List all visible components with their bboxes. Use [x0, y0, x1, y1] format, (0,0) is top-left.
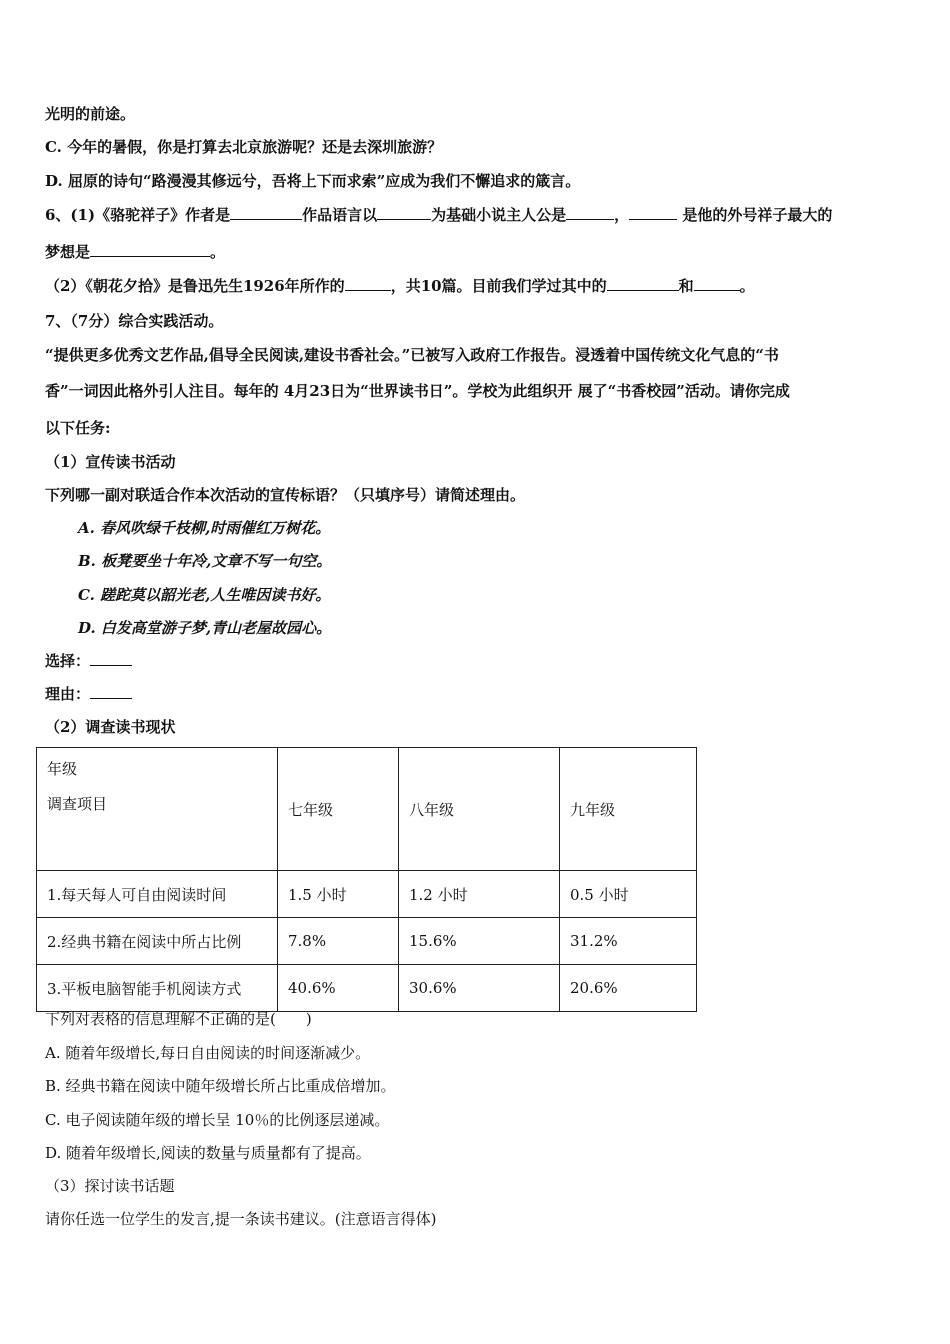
- row-value: 0.5 小时: [560, 871, 697, 918]
- question-7-title: 7、（7分）综合实践活动。: [45, 312, 224, 330]
- row-value: 1.2 小时: [399, 871, 560, 918]
- q6-text-author: 6、(1)《骆驼祥子》作者是: [45, 206, 231, 224]
- option-d-label: D.: [45, 172, 63, 190]
- question-7-paragraph-2: 香”一词因此格外引人注目。每年的 4月23日为“世界读书日”。学校为此组织开 展了“书香校园”活动。请你完成: [45, 382, 790, 400]
- q6-text-protagonist: 为基础小说主人公是: [431, 206, 567, 224]
- header-grade-9: 九年级: [560, 748, 697, 871]
- reason-label: 理由：: [45, 685, 91, 703]
- table-header-corner: [37, 748, 278, 871]
- row-value: 31.2%: [560, 918, 697, 965]
- answer-option-a: A. 随着年级增长,每日自由阅读的时间逐渐减少。: [45, 1044, 371, 1062]
- reading-survey-table: [36, 747, 697, 1012]
- choice-label: 选择：: [45, 652, 91, 670]
- option-d-line: [45, 171, 910, 191]
- q6b-and: 和: [678, 277, 694, 295]
- q6b-text-genre: （2）《朝花夕拾》是鲁迅先生1926年所作的: [45, 277, 345, 295]
- blank-genre[interactable]: [345, 276, 391, 291]
- reason-line: [45, 684, 910, 704]
- q6-period: 。: [210, 243, 226, 261]
- blank-author[interactable]: [230, 205, 302, 220]
- row-value: 40.6%: [278, 965, 399, 1012]
- header-item-label: 调查项目: [47, 795, 108, 813]
- q6-comma: ，: [614, 206, 630, 224]
- row-value: 15.6%: [399, 918, 560, 965]
- answer-option-d: D. 随着年级增长,阅读的数量与质量都有了提高。: [45, 1144, 371, 1162]
- couplet-option-b: B. 板凳要坐十年冷,文章不写一句空。: [78, 552, 332, 570]
- couplet-option-d: D. 白发高堂游子梦,青山老屋故园心。: [78, 619, 332, 637]
- blank-nickname[interactable]: [629, 205, 677, 220]
- answer-option-b: B. 经典书籍在阅读中随年级增长所占比重成倍增加。: [45, 1077, 396, 1095]
- header-grade-label: 年级: [47, 760, 78, 778]
- q6-dream-label: 梦想是: [45, 243, 91, 261]
- table-row: [37, 965, 697, 1012]
- header-grade-8: 八年级: [399, 748, 560, 871]
- option-d-text: 屈原的诗句“路漫漫其修远兮，吾将上下而求索”应成为我们不懈追求的箴言。: [67, 172, 581, 190]
- task-2-title: （2）调查读书现状: [45, 718, 176, 736]
- option-c-label: C.: [45, 138, 62, 156]
- task-3-prompt: 请你任选一位学生的发言,提一条读书建议。(注意语言得体): [45, 1210, 437, 1228]
- table-question: 下列对表格的信息理解不正确的是( ): [45, 1010, 312, 1028]
- question-6-line-1: [45, 205, 910, 225]
- option-c-line: [45, 137, 910, 157]
- task-1-title: （1）宣传读书活动: [45, 453, 176, 471]
- blank-dream[interactable]: [90, 242, 210, 257]
- option-c-text: 今年的暑假，你是打算去北京旅游呢？还是去深圳旅游？: [67, 138, 443, 156]
- answer-option-c: C. 电子阅读随年级的增长呈 10％的比例逐层递减。: [45, 1111, 390, 1129]
- blank-learned-1[interactable]: [607, 276, 679, 291]
- table-header-row: [37, 748, 697, 871]
- task-3-title: （3）探讨读书话题: [45, 1177, 175, 1195]
- text-line-continuation: 光明的前途。: [45, 105, 136, 123]
- header-grade-7: 七年级: [278, 748, 399, 871]
- row-label: 1.每天每人可自由阅读时间: [37, 871, 278, 918]
- q6-text-language: 作品语言以: [302, 206, 378, 224]
- blank-protagonist[interactable]: [566, 205, 614, 220]
- task-1-prompt: 下列哪一副对联适合作本次活动的宣传标语？（只填序号）请简述理由。: [45, 486, 526, 504]
- row-value: 20.6%: [560, 965, 697, 1012]
- choice-blank[interactable]: [90, 651, 132, 666]
- q6b-text-learned: ，共10篇。目前我们学过其中的: [390, 277, 607, 295]
- question-6b-line: [45, 276, 910, 296]
- reason-blank[interactable]: [90, 684, 132, 699]
- q6b-period: 。: [739, 277, 755, 295]
- table-row: [37, 918, 697, 965]
- question-7-paragraph-1: “提供更多优秀文艺作品,倡导全民阅读,建设书香社会。”已被写入政府工作报告。浸透着中国传统文化气息的“书: [45, 346, 779, 364]
- blank-language[interactable]: [377, 205, 431, 220]
- blank-learned-2[interactable]: [694, 276, 740, 291]
- row-label: 2.经典书籍在阅读中所占比例: [37, 918, 278, 965]
- table-row: [37, 871, 697, 918]
- q6-text-dream: 是他的外号祥子最大的: [677, 206, 833, 224]
- row-value: 7.8%: [278, 918, 399, 965]
- choice-line: [45, 651, 910, 671]
- row-value: 30.6%: [399, 965, 560, 1012]
- row-value: 1.5 小时: [278, 871, 399, 918]
- question-6-line-2: [45, 242, 910, 262]
- question-7-paragraph-3: 以下任务:: [45, 419, 111, 437]
- row-label: 3.平板电脑智能手机阅读方式: [37, 965, 278, 1012]
- couplet-option-c: C. 蹉跎莫以韶光老,人生唯因读书好。: [78, 586, 331, 604]
- couplet-option-a: A. 春风吹绿千枝柳,时雨催红万树花。: [78, 519, 331, 537]
